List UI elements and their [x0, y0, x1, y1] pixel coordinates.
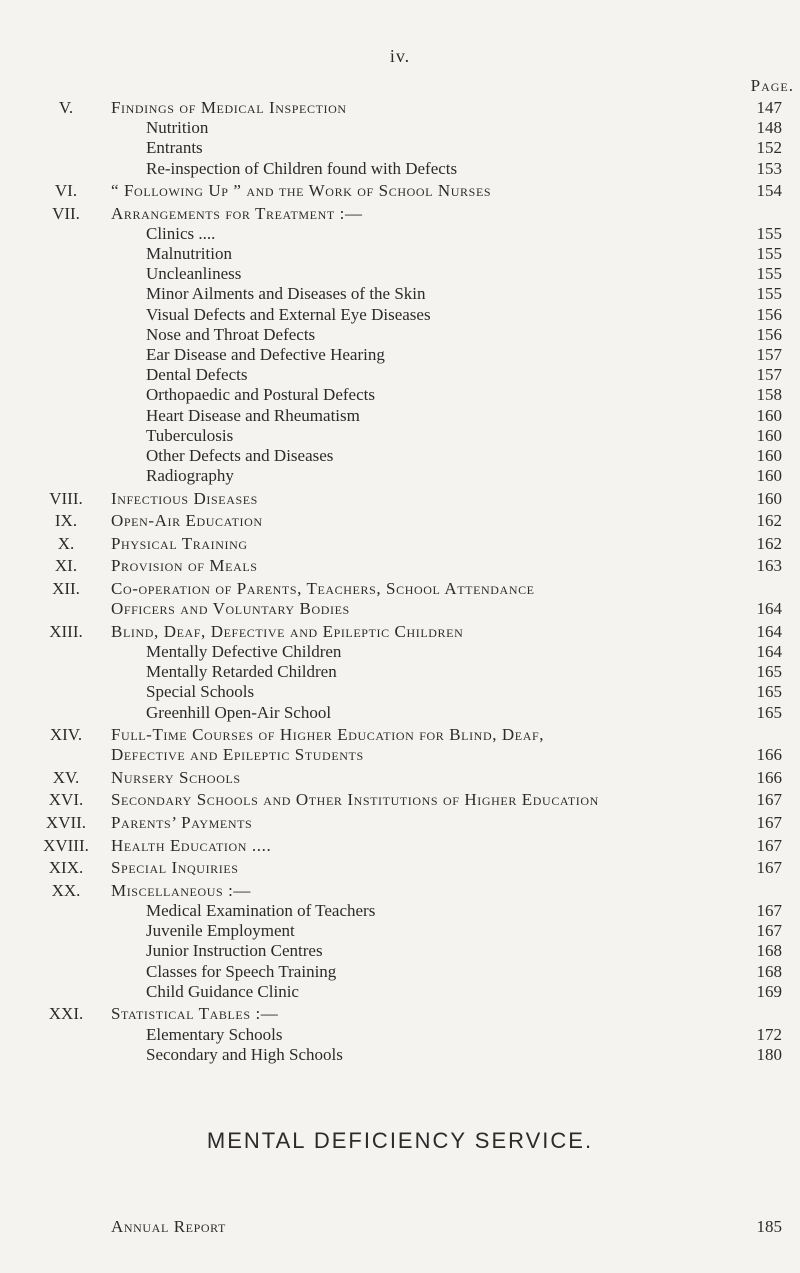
toc-entry-page: 160	[756, 488, 782, 508]
toc-entry	[0, 284, 800, 304]
toc-entry-title: Special Inquiries	[111, 858, 239, 878]
toc-entry-title: Uncleanliness	[146, 264, 242, 284]
toc-entry-title: Full-Time Courses of Higher Education for Blind, Deaf,	[111, 725, 545, 745]
toc-entry	[0, 466, 800, 486]
toc-entry-page: 157	[756, 365, 782, 385]
toc-entry	[0, 725, 800, 745]
toc-entry-page: 167	[756, 900, 782, 920]
toc-entry-page: 185	[756, 1217, 782, 1236]
toc-entry-title: Miscellaneous :—	[111, 880, 252, 900]
toc-entry	[0, 264, 800, 284]
toc-entry-page: 166	[756, 767, 782, 787]
toc-entry-page: 162	[756, 533, 782, 553]
toc-entry	[0, 941, 800, 961]
toc-entry-page: 167	[756, 858, 782, 878]
toc-entry-title: Parents’ Payments	[111, 813, 253, 833]
toc-entry	[0, 962, 800, 982]
toc-entry	[0, 204, 800, 224]
toc-entry	[0, 511, 800, 531]
toc-entry	[0, 534, 800, 554]
toc-entry	[0, 813, 800, 833]
toc-entry	[0, 836, 800, 856]
toc-entry-page: 165	[756, 702, 782, 722]
toc-entry-title: Juvenile Employment	[146, 921, 295, 941]
toc-entry-number: XVI.	[48, 790, 84, 810]
toc-entry-title: Greenhill Open-Air School	[146, 702, 332, 722]
toc-entry-title: Blind, Deaf, Defective and Epileptic Children	[111, 621, 464, 641]
toc-entry	[0, 1045, 800, 1065]
toc-entry-page: 156	[756, 304, 782, 324]
toc-entry-page: 162	[756, 511, 782, 531]
toc-entry-number: VIII.	[49, 488, 83, 508]
toc-entry-page: 155	[756, 223, 782, 243]
toc-entry	[0, 159, 800, 179]
toc-entry-page: 166	[756, 745, 782, 765]
toc-entry-page: 165	[756, 682, 782, 702]
toc-entry-page: 160	[756, 445, 782, 465]
toc-entry-title: Mentally Retarded Children	[146, 662, 337, 682]
toc-entry-title: Arrangements for Treatment :—	[111, 203, 363, 223]
toc-entry-number: VI.	[54, 181, 78, 201]
toc-entry-page: 148	[756, 118, 782, 138]
toc-entry	[0, 345, 800, 365]
toc-entry-page: 168	[756, 961, 782, 981]
toc-entry-title: Findings of Medical Inspection	[111, 98, 347, 117]
toc-entry-number: XI.	[54, 556, 78, 576]
toc-entry	[0, 224, 800, 244]
toc-entry	[0, 703, 800, 723]
toc-entry-page: 165	[756, 662, 782, 682]
toc-entry-page: 169	[756, 981, 782, 1001]
toc-entry	[0, 138, 800, 158]
toc-entry-title: Nutrition	[146, 118, 209, 138]
toc-entry-title: Classes for Speech Training	[146, 961, 337, 981]
toc-entry-number: XIII.	[49, 621, 83, 641]
toc-entry	[0, 921, 800, 941]
toc-entry-page: 155	[756, 244, 782, 264]
toc-entry-title: Provision of Meals	[111, 556, 258, 576]
toc-entry	[0, 489, 800, 509]
toc-entry-page: 160	[756, 405, 782, 425]
toc-entry-page: 147	[756, 98, 782, 117]
toc-entry	[0, 446, 800, 466]
toc-entry	[0, 622, 800, 642]
toc-entry-title: Other Defects and Diseases	[146, 445, 334, 465]
toc-entry-page: 155	[756, 284, 782, 304]
toc-entry	[0, 881, 800, 901]
toc-entry	[0, 325, 800, 345]
toc-entry-title: Clinics ....	[146, 223, 216, 243]
toc-entry-page: 164	[756, 642, 782, 661]
toc-entry-title: Dental Defects	[146, 365, 248, 385]
toc-entry-title: Open-Air Education	[111, 511, 263, 531]
toc-entry-page: 157	[756, 345, 782, 365]
toc-entry-page: 180	[756, 1044, 782, 1064]
toc-entry-title: Secondary and High Schools	[146, 1044, 343, 1064]
toc-entry	[0, 118, 800, 138]
toc-entry	[0, 599, 800, 619]
toc-entry-title: Infectious Diseases	[111, 488, 258, 508]
toc-entry-page: 158	[756, 385, 782, 405]
toc-entry-page: 160	[756, 425, 782, 445]
table-of-contents	[0, 98, 800, 1065]
toc-entry-page: 160	[756, 466, 782, 486]
toc-entry-page: 167	[756, 921, 782, 941]
toc-entry-number: XII.	[52, 579, 80, 599]
page-number: iv.	[389, 46, 411, 66]
toc-entry-title: Junior Instruction Centres	[146, 941, 323, 961]
toc-entry-page: 167	[756, 813, 782, 833]
toc-entry-title: Radiography	[146, 466, 234, 486]
toc-entry-number: XVII.	[45, 813, 87, 833]
toc-entry-number: XVIII.	[43, 835, 89, 855]
toc-entry	[0, 745, 800, 765]
toc-entry-number: VII.	[52, 203, 80, 223]
toc-entry-title: Officers and Voluntary Bodies	[111, 599, 350, 619]
toc-entry	[0, 365, 800, 385]
toc-entry	[0, 1025, 800, 1045]
toc-entry-title: Re-inspection of Children found with Defects	[146, 158, 458, 178]
toc-entry	[0, 98, 800, 118]
toc-entry-title: Mentally Defective Children	[146, 642, 342, 661]
toc-entry-page: 153	[756, 158, 782, 178]
toc-entry	[0, 579, 800, 599]
toc-entry-title: “ Following Up ” and the Work of School Nurses	[111, 181, 492, 201]
toc-entry-annual-report	[111, 1216, 782, 1238]
toc-entry-number: IX.	[54, 511, 78, 531]
toc-entry-title: Orthopaedic and Postural Defects	[146, 385, 375, 405]
toc-entry-title: Co-operation of Parents, Teachers, School Attendance	[111, 579, 535, 599]
toc-entry-title: Health Education ....	[111, 835, 272, 855]
toc-entry-number: XX.	[51, 880, 81, 900]
toc-entry	[0, 406, 800, 426]
toc-entry-number: XIX.	[48, 858, 84, 878]
toc-entry-title: Medical Examination of Teachers	[146, 900, 376, 920]
toc-entry	[0, 901, 800, 921]
toc-entry-page: 167	[756, 790, 782, 810]
toc-entry-page: 156	[756, 324, 782, 344]
page-column-heading: Page.	[750, 76, 794, 95]
toc-entry	[0, 858, 800, 878]
toc-entry	[0, 426, 800, 446]
toc-entry	[0, 305, 800, 325]
toc-entry	[0, 768, 800, 788]
toc-entry-title: Physical Training	[111, 533, 248, 553]
toc-entry-title: Visual Defects and External Eye Diseases	[146, 304, 431, 324]
toc-entry-page: 154	[756, 181, 782, 201]
toc-entry	[0, 556, 800, 576]
toc-entry-title: Defective and Epileptic Students	[111, 745, 364, 765]
toc-entry-number: XIV.	[49, 725, 83, 745]
toc-entry-page: 155	[756, 264, 782, 284]
toc-entry-title: Elementary Schools	[146, 1024, 283, 1044]
toc-entry-title: Child Guidance Clinic	[146, 981, 299, 1001]
toc-entry-title: Nursery Schools	[111, 767, 241, 787]
toc-entry-page: 167	[756, 835, 782, 855]
toc-entry	[0, 181, 800, 201]
toc-entry-page: 168	[756, 941, 782, 961]
toc-entry-page: 164	[756, 621, 782, 641]
toc-entry	[0, 662, 800, 682]
toc-entry-title: Ear Disease and Defective Hearing	[146, 345, 385, 365]
toc-entry-page: 152	[756, 138, 782, 158]
section-heading: MENTAL DEFICIENCY SERVICE.	[206, 1128, 594, 1153]
toc-entry-title: Annual Report	[111, 1217, 226, 1236]
toc-entry-title: Heart Disease and Rheumatism	[146, 405, 360, 425]
toc-entry	[0, 682, 800, 702]
toc-entry-title: Statistical Tables :—	[111, 1004, 279, 1024]
toc-entry-number: XV.	[52, 767, 80, 787]
toc-entry-page: 172	[756, 1024, 782, 1044]
toc-entry	[0, 1004, 800, 1024]
toc-entry-title: Tuberculosis	[146, 425, 234, 445]
toc-entry-title: Special Schools	[146, 682, 255, 702]
toc-entry	[0, 642, 800, 662]
toc-entry-number: V.	[58, 98, 74, 117]
toc-entry-page: 163	[756, 556, 782, 576]
toc-entry-title: Malnutrition	[146, 244, 232, 264]
toc-entry	[0, 385, 800, 405]
toc-entry	[0, 982, 800, 1002]
toc-entry-title: Nose and Throat Defects	[146, 324, 316, 344]
toc-entry	[0, 244, 800, 264]
toc-entry-title: Secondary Schools and Other Institutions of Higher Education	[111, 790, 599, 810]
toc-entry-title: Entrants	[146, 138, 203, 158]
toc-entry-title: Minor Ailments and Diseases of the Skin	[146, 284, 426, 304]
toc-entry-number: X.	[57, 533, 75, 553]
toc-entry-number: XXI.	[48, 1004, 84, 1024]
toc-entry-page: 164	[756, 599, 782, 619]
toc-entry	[0, 790, 800, 810]
